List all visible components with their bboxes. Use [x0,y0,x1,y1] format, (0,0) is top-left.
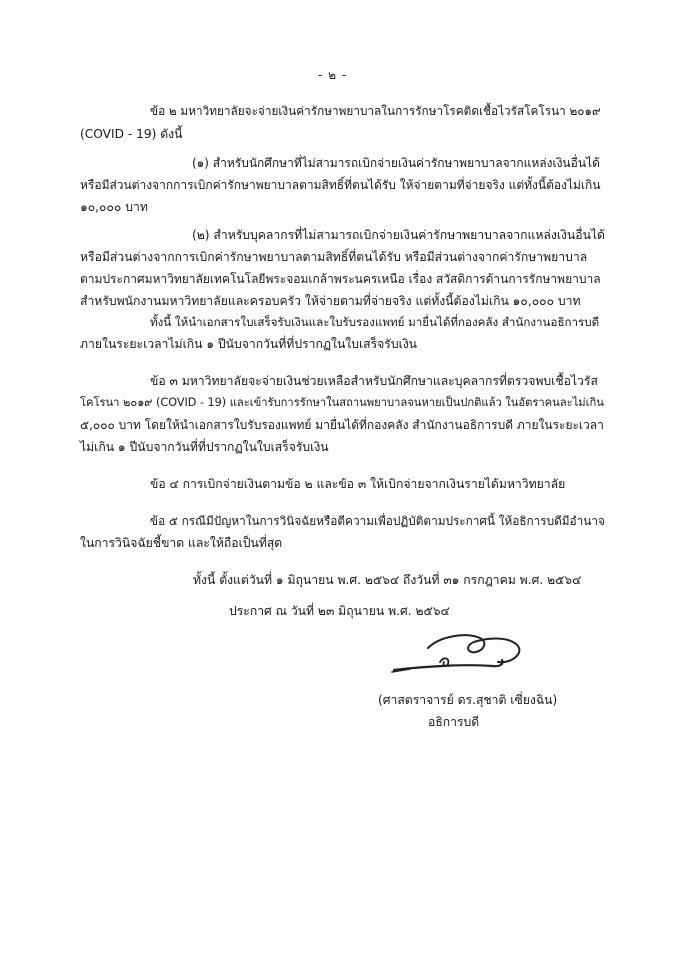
signer-title: อธิการบดี [428,715,480,729]
clause3-line4: ไม่เกิน ๑ ปีนับจากวันที่ที่ปรากฏในใบเสร็จรับเงิน [80,440,329,454]
clause3-line3: ๕,๐๐๐ บาท โดยให้นำเอกสารใบรับรองแพทย์ มายื่นได้ที่กองคลัง สำนักงานอธิการบดี ภายในระยะเวลา [80,418,604,432]
clause2-docs-line1: ทั้งนี้ ให้นำเอกสารใบเสร็จรับเงินและใบรับรองแพทย์ มายื่นได้ที่กองคลัง สำนักงานอธิการบดี [150,315,600,329]
clause2-line1: ข้อ ๒ มหาวิทยาลัยจะจ่ายเงินค่ารักษาพยาบาลในการรักษาโรคติดเชื้อไวรัสโคโรนา ๒๐๑๙ [150,104,601,118]
page-number: - ๒ - [318,68,348,82]
clause2-item1-line3: ๑๐,๐๐๐ บาท [80,200,148,214]
announced-date: ประกาศ ณ วันที่ ๒๓ มิถุนายน พ.ศ. ๒๕๖๔ [229,604,450,618]
clause2-docs-line2: ภายในระยะเวลาไม่เกิน ๑ ปีนับจากวันที่ที่ปรากฏในใบเสร็จรับเงิน [80,337,418,351]
signer-name: (ศาสตราจารย์ ดร.สุชาติ เซี่ยงฉิน) [378,693,558,707]
clause5-line2: ในการวินิจฉัยชี้ขาด และให้ถือเป็นที่สุด [80,536,283,550]
clause5-line1: ข้อ ๕ กรณีมีปัญหาในการวินิจฉัยหรือตีความเพื่อปฏิบัติตามประกาศนี้ ให้อธิการบดีมีอำนาจ [150,514,605,528]
clause3-line1: ข้อ ๓ มหาวิทยาลัยจะจ่ายเงินช่วยเหลือสำหรับนักศึกษาและบุคลากรที่ตรวจพบเชื้อไวรัส [150,374,598,388]
clause2-item2-line1: (๒) สำหรับบุคลากรที่ไม่สามารถเบิกจ่ายเงินค่ารักษาพยาบาลจากแหล่งเงินอื่นได้ [192,228,605,242]
clause2-item1-line1: (๑) สำหรับนักศึกษาที่ไม่สามารถเบิกจ่ายเงินค่ารักษาพยาบาลจากแหล่งเงินอื่นได้ [192,156,600,170]
signature-image [388,626,538,680]
clause3-line2: โคโรนา ๒๐๑๙ (COVID - 19) และเข้ารับการรักษาในสถานพยาบาลจนหายเป็นปกติแล้ว ในอัตราคนละไม่เกิน [80,396,604,409]
clause2-item1-line2: หรือมีส่วนต่างจากการเบิกค่ารักษาพยาบาลตามสิทธิ์ที่ตนได้รับ ให้จ่ายตามที่จ่ายจริง แต่ทั้งนี้ต้องไม่เกิน [80,178,601,192]
clause2-item2-line4: สำหรับพนักงานมหาวิทยาลัยและครอบครัว ให้จ่ายตามที่จ่ายจริง แต่ทั้งนี้ต้องไม่เกิน ๑๐,๐๐๐ บาท [80,294,581,308]
clause2-item2-line2: หรือมีส่วนต่างจากการเบิกค่ารักษาพยาบาลตามสิทธิ์ที่ตนได้รับ หรือมีส่วนต่างจากค่ารักษาพยาบาล [80,250,588,264]
clause2-line2: (COVID - 19) ดังนี้ [80,127,183,141]
clause4-line1: ข้อ ๔ การเบิกจ่ายเงินตามข้อ ๒ และข้อ ๓ ให้เบิกจ่ายจากเงินรายได้มหาวิทยาลัย [150,477,566,491]
clause2-item2-line3: ตามประกาศมหาวิทยาลัยเทคโนโลยีพระจอมเกล้าพระนครเหนือ เรื่อง สวัสดิการด้านการรักษาพยาบาล [80,272,601,286]
effective-period: ทั้งนี้ ตั้งแต่วันที่ ๑ มิถุนายน พ.ศ. ๒๕๖๔ ถึงวันที่ ๓๑ กรกฎาคม พ.ศ. ๒๕๖๔ [193,573,582,587]
